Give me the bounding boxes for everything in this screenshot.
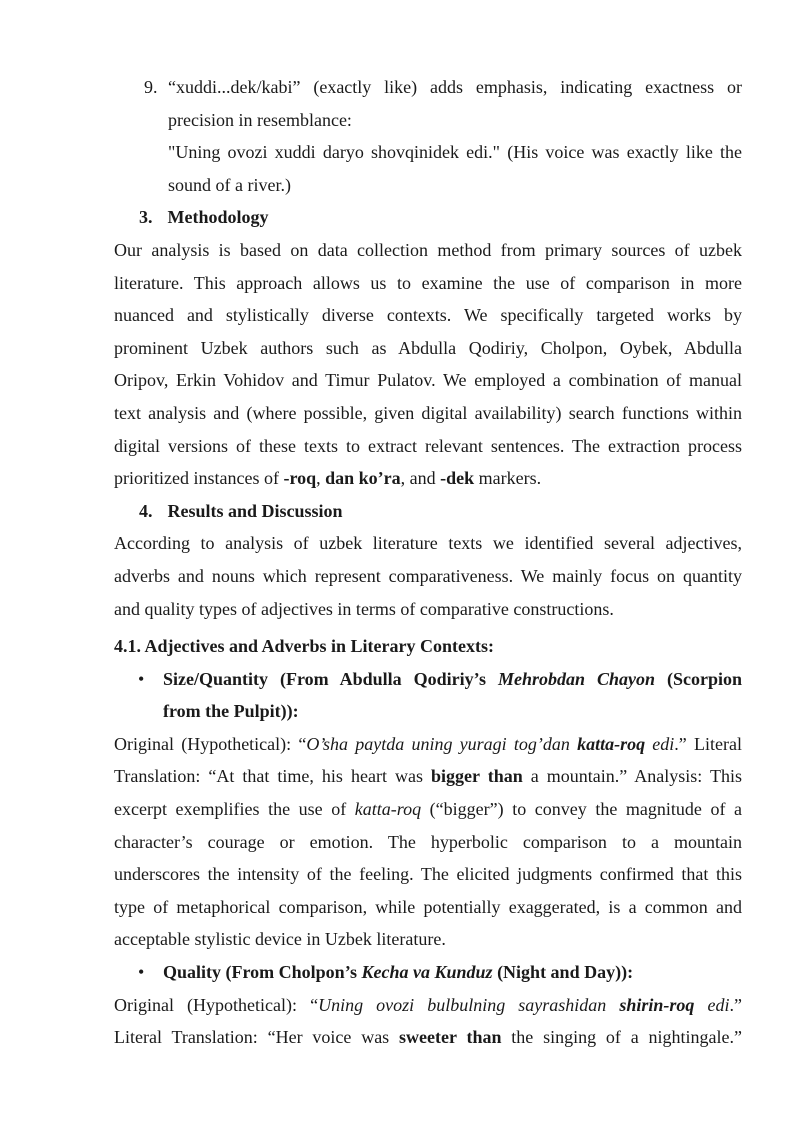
text-line	[114, 793, 742, 826]
text-fragment: Original (Hypothetical): “	[114, 733, 307, 754]
text-line: digital versions of these texts to extract relevant sentences. The extraction process	[114, 435, 742, 456]
marker-roq: -roq	[283, 468, 317, 489]
text-line	[114, 989, 742, 1022]
text-line	[114, 760, 742, 793]
text-line: "Uning ovozi xuddi daryo shovqinidek edi." (His voice was exactly like the	[168, 142, 742, 163]
text-fragment: markers.	[474, 468, 542, 489]
comparative-phrase: sweeter than	[399, 1027, 502, 1048]
bullet-icon: •	[138, 962, 145, 983]
text-line: nuanced and stylistically diverse contexts. We specifically targeted works by	[114, 305, 742, 326]
text-fragment: prioritized instances of	[114, 468, 284, 489]
subsection-heading: 4.1. Adjectives and Adverbs in Literary Contexts:	[114, 636, 494, 657]
text-line: “xuddi...dek/kabi” (exactly like) adds emphasis, indicating exactness or	[168, 77, 742, 97]
section-number: 4.	[139, 500, 153, 521]
bullet-icon: •	[138, 668, 145, 689]
text-line: type of metaphorical comparison, while potentially exaggerated, is a common and	[114, 896, 742, 917]
text-line: from the Pulpit)):	[163, 701, 299, 722]
bullet1-paragraph	[114, 728, 742, 956]
text-fragment: Quality (From Cholpon’s	[163, 962, 362, 983]
quote-fragment: edi	[694, 994, 730, 1015]
bullet-size-quantity	[114, 663, 742, 728]
quote-fragment: edi	[645, 733, 675, 754]
work-title: Kecha va Kunduz	[361, 962, 493, 983]
list-number: 9.	[144, 77, 158, 97]
marker-dan-kora: dan ko’ra	[325, 468, 401, 489]
text-line	[114, 1021, 742, 1054]
marker-dek: -dek	[440, 468, 475, 489]
methodology-paragraph	[114, 234, 742, 495]
comparative-word: shirin-roq	[619, 994, 695, 1015]
text-line	[163, 956, 742, 989]
results-paragraph	[114, 527, 742, 625]
comparative-phrase: bigger than	[431, 766, 523, 787]
bullet-quality	[114, 956, 742, 989]
text-fragment: .” Literal	[674, 733, 742, 754]
text-line: adverbs and nouns which represent comparativeness. We mainly focus on quantity	[114, 565, 742, 586]
text-line: and quality types of adjectives in terms of comparative constructions.	[114, 598, 614, 619]
text-line	[163, 663, 742, 696]
section-heading-results	[114, 495, 742, 528]
text-line: acceptable stylistic device in Uzbek literature.	[114, 929, 446, 950]
document-page	[114, 71, 742, 1054]
text-fragment: Size/Quantity (From Abdulla Qodiriy’s	[163, 668, 498, 689]
text-fragment: ,	[316, 468, 326, 489]
section-number: 3.	[139, 207, 153, 228]
quote-fragment: Uning ovozi bulbulning sayrashidan	[318, 994, 620, 1015]
text-fragment: .”	[729, 994, 742, 1015]
text-line: sound of a river.)	[168, 174, 291, 195]
text-line: literature. This approach allows us to examine the use of comparison in more	[114, 272, 742, 293]
text-line: character’s courage or emotion. The hyperbolic comparison to a mountain	[114, 831, 742, 852]
section-heading-methodology	[114, 201, 742, 234]
text-fragment: (Scorpion	[655, 668, 742, 689]
text-line: prominent Uzbek authors such as Abdulla Qodiriy, Cholpon, Oybek, Abdulla	[114, 337, 742, 358]
text-line: underscores the intensity of the feeling. The elicited judgments confirmed that this	[114, 864, 742, 885]
text-line: text analysis and (where possible, given digital availability) search functions within	[114, 402, 742, 423]
comparative-word: katta-roq	[354, 799, 422, 820]
text-fragment: (Night and Day)):	[492, 962, 634, 983]
text-line: Our analysis is based on data collection method from primary sources of uzbek	[114, 239, 742, 260]
text-fragment: a mountain.” Analysis: This	[522, 766, 742, 787]
text-line	[114, 728, 742, 761]
text-line: Oripov, Erkin Vohidov and Timur Pulatov. We employed a combination of manual	[114, 370, 742, 391]
text-line	[114, 462, 742, 495]
text-fragment: the singing of a nightingale.”	[501, 1027, 743, 1048]
text-line: precision in resemblance:	[168, 109, 352, 130]
bullet2-paragraph	[114, 989, 742, 1054]
comparative-word: katta-roq	[577, 733, 646, 754]
section-title: Methodology	[167, 207, 269, 228]
text-fragment: Original (Hypothetical): “	[114, 994, 319, 1015]
text-fragment: Translation: “At that time, his heart was	[114, 766, 431, 787]
text-fragment: (“bigger”) to convey the magnitude of a	[421, 799, 742, 820]
work-title: Mehrobdan Chayon	[497, 668, 655, 689]
section-title: Results and Discussion	[167, 500, 343, 521]
text-fragment: excerpt exemplifies the use of	[114, 799, 355, 820]
quote-fragment: O’sha paytda uning yuragi tog’dan	[306, 733, 578, 754]
text-fragment: Literal Translation: “Her voice was	[114, 1027, 400, 1048]
text-fragment: , and	[400, 468, 441, 489]
text-line: According to analysis of uzbek literature texts we identified several adjectives,	[114, 533, 742, 554]
list-item-9	[114, 71, 742, 201]
